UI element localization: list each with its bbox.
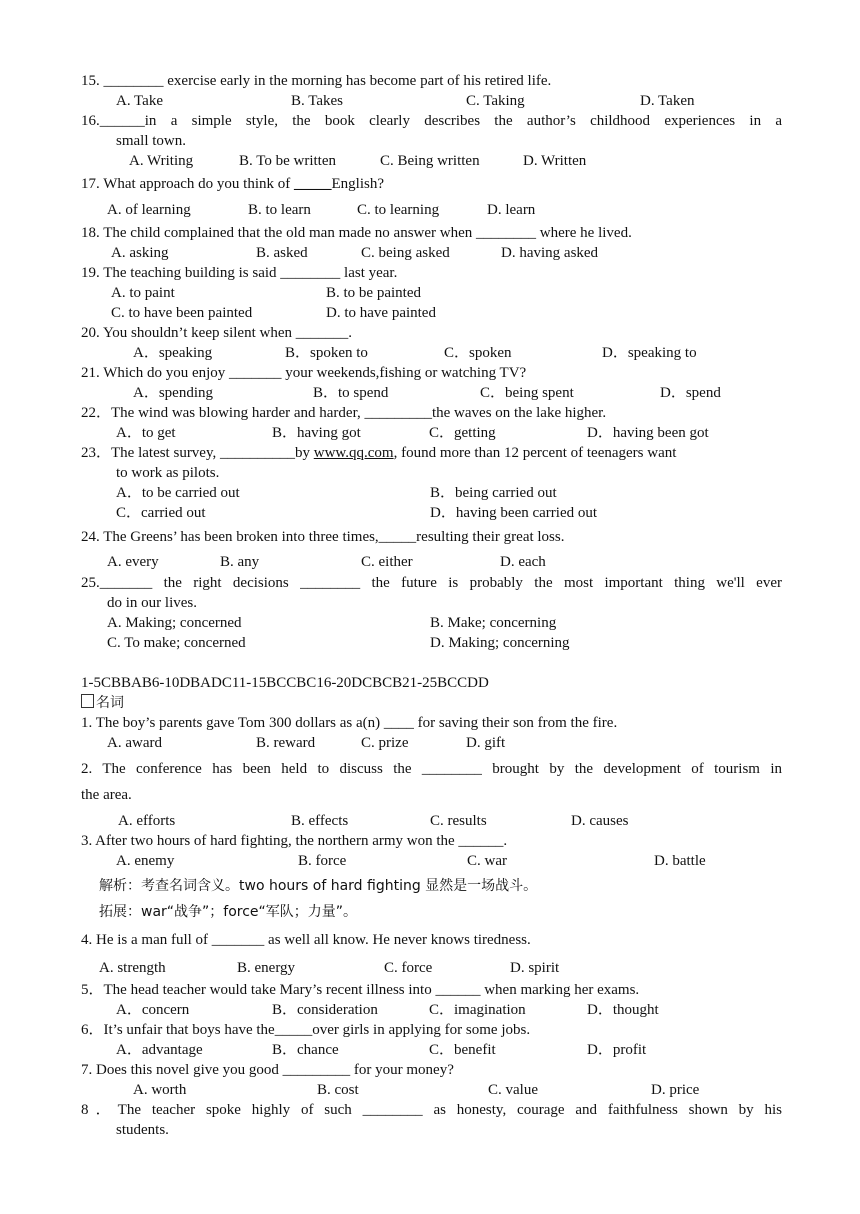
option-b: B. energy [237, 960, 296, 976]
option-b: B．having got [272, 425, 361, 441]
option-b: B. Make; concerning [430, 615, 557, 631]
option-a: A. Making; concerned [107, 615, 242, 631]
extension-note: 拓展：war“战争”；force“军队；力量”。 [99, 904, 358, 920]
option-d: D．having been got [587, 425, 709, 441]
option-d: D．spend [660, 385, 721, 401]
option-d: D. Taken [640, 93, 695, 109]
option-b: B. any [220, 554, 260, 570]
option-b: B. to be painted [326, 285, 421, 301]
option-d: D. gift [466, 735, 506, 751]
option-b: B. Takes [291, 93, 344, 109]
option-b: B．consideration [272, 1002, 378, 1018]
option-a: A. worth [133, 1082, 187, 1098]
option-a: A. award [107, 735, 162, 751]
option-a: A. asking [111, 245, 169, 261]
option-a: A. every [107, 554, 159, 570]
option-d: D. causes [571, 813, 629, 829]
option-b: B. reward [256, 735, 316, 751]
option-c: C. war [467, 853, 507, 869]
question-n8-cont: students. [116, 1122, 169, 1138]
survey-link[interactable]: www.qq.com [313, 445, 394, 461]
option-c: C. either [361, 554, 413, 570]
option-d: D. learn [487, 202, 536, 218]
option-a: A. of learning [107, 202, 191, 218]
option-c: C．carried out [116, 505, 206, 521]
option-c: C．spoken [444, 345, 512, 361]
question-21: 21. Which do you enjoy _______ your weekends,fishing or watching TV? [81, 365, 527, 381]
option-a: A．to be carried out [116, 485, 240, 501]
option-c: C. Taking [466, 93, 525, 109]
option-c: C. To make; concerned [107, 635, 246, 651]
option-d: D. spirit [510, 960, 560, 976]
option-d: D. each [500, 554, 546, 570]
question-25-cont: do in our lives. [107, 595, 197, 611]
question-n3: 3. After two hours of hard fighting, the northern army won the ______. [81, 833, 508, 849]
option-c: C. value [488, 1082, 538, 1098]
option-a: A. efforts [118, 813, 176, 829]
option-b: B. asked [256, 245, 308, 261]
option-d: D. having asked [501, 245, 599, 261]
question-19: 19. The teaching building is said ________ last year. [81, 265, 398, 281]
option-a: A. to paint [111, 285, 175, 301]
section-title: 名词 [81, 693, 124, 713]
option-d: D. battle [654, 853, 706, 869]
option-c: C. Being written [380, 153, 480, 169]
option-c: C. results [430, 813, 487, 829]
option-a: A. strength [99, 960, 166, 976]
question-18: 18. The child complained that the old man made no answer when ________ where he lived. [81, 225, 632, 241]
option-d: D．speaking to [602, 345, 697, 361]
option-a: A. enemy [116, 853, 175, 869]
option-a: A．speaking [133, 345, 213, 361]
analysis-note: 解析：考查名词含义。two hours of hard fighting 显然是一场战斗。 [99, 878, 538, 894]
question-24: 24. The Greens’ has been broken into three times,_____resulting their great loss. [81, 529, 565, 545]
option-d: D．profit [587, 1042, 647, 1058]
checkbox-icon [81, 694, 94, 708]
option-c: C．imagination [429, 1002, 526, 1018]
question-n1: 1. The boy’s parents gave Tom 300 dollars as a(n) ____ for saving their son from the fire. [81, 715, 618, 731]
option-a: A. Take [116, 93, 163, 109]
option-a: A．concern [116, 1002, 190, 1018]
option-b: B. to learn [248, 202, 311, 218]
question-17: 17. What approach do you think of _____English? [81, 176, 385, 192]
option-d: D. Making; concerning [430, 635, 570, 651]
question-23: 23．The latest survey, __________by www.qq.com, found more than 12 percent of teenagers want [81, 445, 677, 461]
option-b: B. effects [291, 813, 349, 829]
option-c: C. prize [361, 735, 409, 751]
question-n8: 8．The teacher spoke highly of such ________ as honesty, courage and faithfulness shown by his [81, 1102, 782, 1118]
option-d: D. price [651, 1082, 700, 1098]
option-c: C. force [384, 960, 433, 976]
question-25: 25._______ the right decisions ________ the future is probably the most important thing we'll ever [81, 575, 782, 591]
option-b: B. To be written [239, 153, 336, 169]
question-n7: 7. Does this novel give you good _________ for your money? [81, 1062, 454, 1078]
option-b: B．to spend [313, 385, 389, 401]
option-d: D. Written [523, 153, 587, 169]
answer-key: 1-5CBBAB6-10DBADC11-15BCCBC16-20DCBCB21-25BCCDD [81, 675, 489, 691]
option-b: B．spoken to [285, 345, 368, 361]
question-n2-cont: the area. [81, 787, 132, 803]
question-20: 20. You shouldn’t keep silent when _______. [81, 325, 352, 341]
option-a: A. Writing [129, 153, 194, 169]
question-16: 16.______in a simple style, the book clearly describes the author’s childhood experiences in a [81, 113, 782, 129]
option-d: D. to have painted [326, 305, 436, 321]
option-d: D．thought [587, 1002, 659, 1018]
question-n6: 6．It’s unfair that boys have the_____over girls in applying for some jobs. [81, 1022, 531, 1038]
option-b: B．chance [272, 1042, 339, 1058]
option-b: B. cost [317, 1082, 359, 1098]
option-c: C．being spent [480, 385, 574, 401]
question-23-cont: to work as pilots. [116, 465, 220, 481]
option-c: C. to learning [357, 202, 440, 218]
option-c: C. being asked [361, 245, 450, 261]
option-d: D．having been carried out [430, 505, 598, 521]
option-c: C．benefit [429, 1042, 496, 1058]
option-c: C．getting [429, 425, 496, 441]
question-n5: 5．The head teacher would take Mary’s recent illness into ______ when marking her exams. [81, 982, 640, 998]
option-b: B. force [298, 853, 347, 869]
option-a: A．to get [116, 425, 176, 441]
option-a: A．spending [133, 385, 213, 401]
question-22: 22．The wind was blowing harder and harder, _________the waves on the lake higher. [81, 405, 607, 421]
question-n2: 2. The conference has been held to discuss the ________ brought by the development of tourism in [81, 761, 782, 777]
question-16-cont: small town. [116, 133, 186, 149]
question-n4: 4. He is a man full of _______ as well all know. He never knows tiredness. [81, 932, 531, 948]
option-c: C. to have been painted [111, 305, 253, 321]
question-15: 15. ________ exercise early in the morning has become part of his retired life. [81, 73, 552, 89]
option-a: A．advantage [116, 1042, 203, 1058]
option-b: B．being carried out [430, 485, 557, 501]
